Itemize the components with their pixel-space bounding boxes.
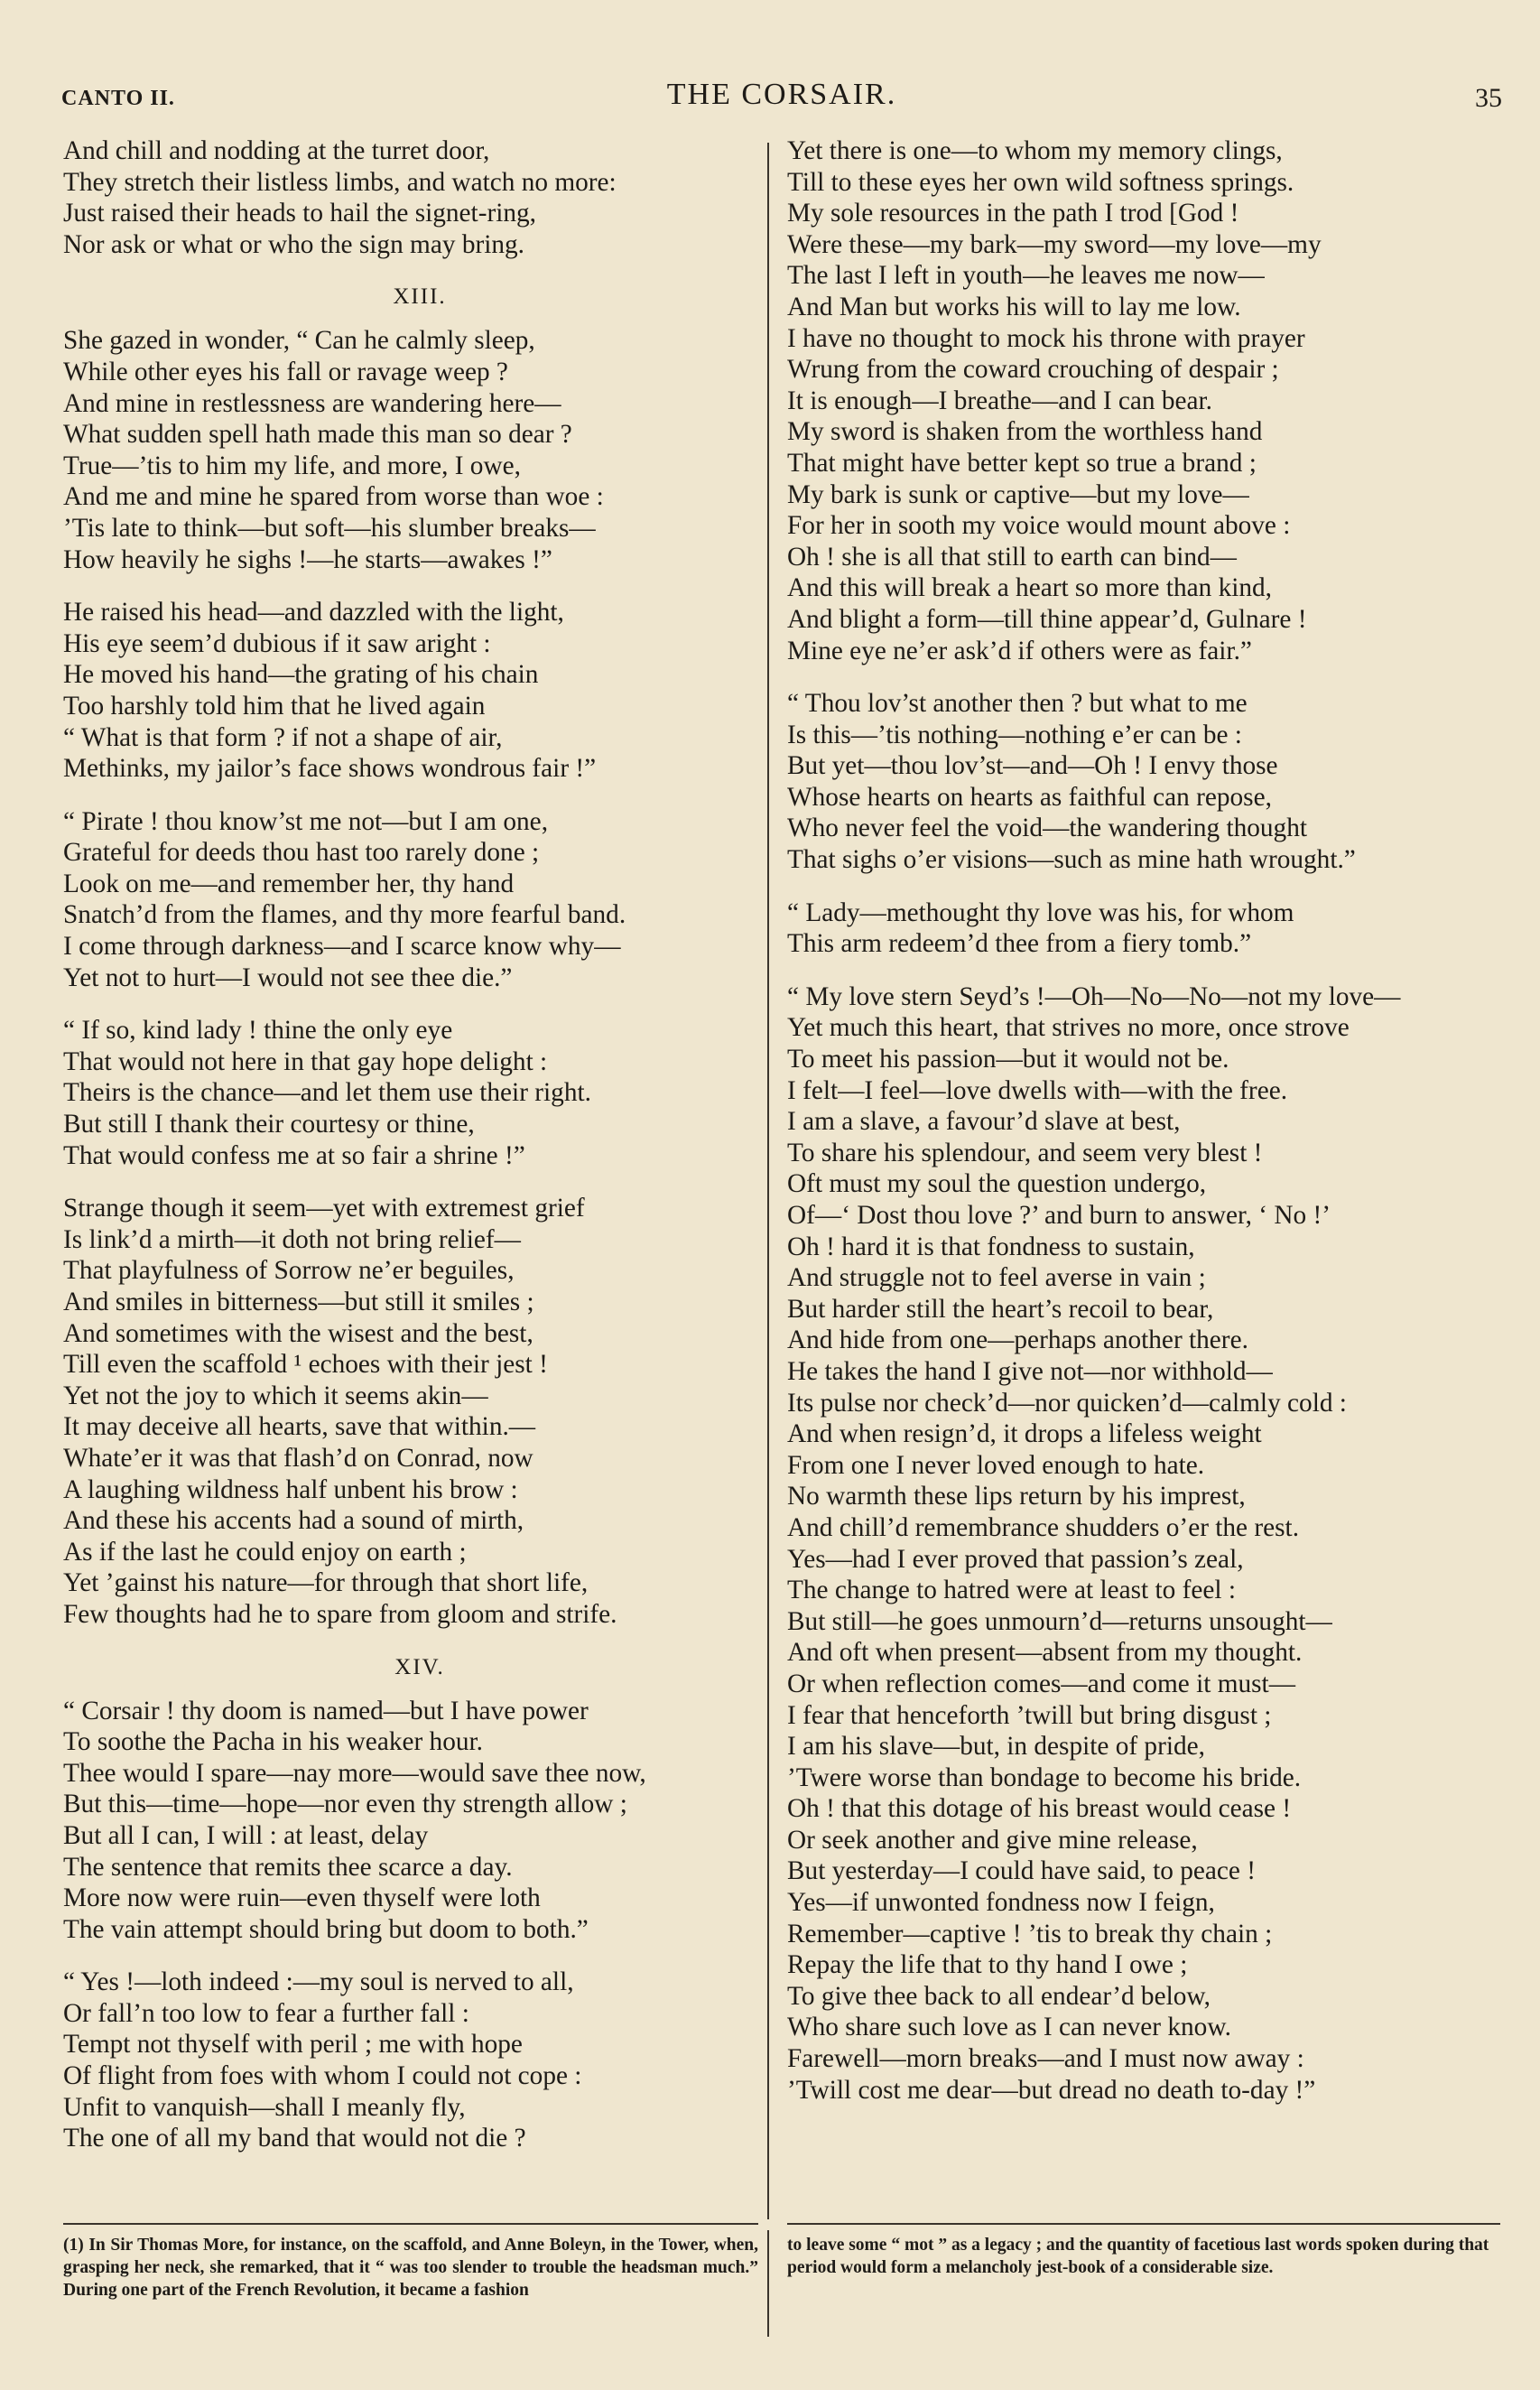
left-column [63, 135, 776, 2176]
verse-line: Or fall’n too low to fear a further fall : [63, 1998, 469, 2028]
verse-line: To give thee back to all endear’d below, [787, 1981, 1211, 2011]
verse-line: “ Corsair ! thy doom is named—but I have power [63, 1696, 589, 1725]
verse-line: And struggle not to feel averse in vain ; [787, 1263, 1206, 1293]
stanza [787, 981, 1509, 2106]
verse-line: But this—time—hope—nor even thy strength allow ; [63, 1790, 627, 1819]
verse-line: How heavily he sighs !—he starts—awakes !” [63, 544, 552, 574]
canto-label: CANTO II. [61, 87, 175, 110]
footnote-right: to leave some “ mot ” as a legacy ; and the quantity of facetious last words spoken during that period would form a melancholy jest-book of a considerable size. [787, 2236, 1489, 2277]
verse-line: ’Twill cost me dear—but dread no death to-day !” [787, 2075, 1316, 2105]
verse-line: The sentence that remits thee scarce a day. [63, 1852, 513, 1882]
verse-line: The one of all my band that would not die ? [63, 2124, 526, 2153]
verse-line: It is enough—I breathe—and I can bear. [787, 386, 1213, 415]
verse-line: No warmth these lips return by his imprest, [787, 1482, 1246, 1511]
verse-line: “ What is that form ? if not a shape of air, [63, 722, 503, 752]
verse-line: Oh ! that this dotage of his breast would cease ! [787, 1794, 1292, 1824]
verse-line: And when resign’d, it drops a lifeless weight [787, 1419, 1262, 1449]
verse-line: And smiles in bitterness—but still it smiles ; [63, 1288, 534, 1316]
verse-line: From one I never loved enough to hate. [787, 1450, 1205, 1480]
verse-line: Theirs is the chance—and let them use their right. [63, 1078, 591, 1108]
verse-line: I am a slave, a favour’d slave at best, [787, 1107, 1181, 1137]
verse-line: He raised his head—and dazzled with the light, [63, 598, 564, 628]
verse-line: Yes—if unwonted fondness now I feign, [787, 1888, 1215, 1918]
verse-line: Oh ! hard it is that fondness to sustain, [787, 1232, 1195, 1261]
verse-line: ’Twere worse than bondage to become his bride. [787, 1762, 1302, 1792]
verse-line: And this will break a heart so more than kind, [787, 573, 1272, 603]
verse-line: To share his splendour, and seem very blest ! [787, 1138, 1263, 1167]
verse-line: “ My love stern Seyd’s !—Oh—No—No—not my love— [787, 981, 1401, 1011]
verse-line: He moved his hand—the grating of his chain [63, 660, 539, 690]
verse-line: And sometimes with the wisest and the best, [63, 1318, 533, 1348]
verse-line: Look on me—and remember her, thy hand [63, 869, 515, 898]
verse-line: A laughing wildness half unbent his brow : [63, 1474, 518, 1504]
stanza [63, 1967, 776, 2154]
verse-line: Snatch’d from the flames, and thy more fearful band. [63, 900, 626, 930]
verse-line: They stretch their listless limbs, and watch no more: [63, 167, 617, 197]
column-divider [767, 143, 769, 2219]
verse-line: More now were ruin—even thyself were loth [63, 1883, 541, 1913]
verse-line: Strange though it seem—yet with extremest grief [63, 1194, 585, 1223]
verse-line: The change to hatred were at least to feel : [787, 1576, 1236, 1605]
verse-line: Unfit to vanquish—shall I meanly fly, [63, 2092, 466, 2122]
verse-line: While other eyes his fall or ravage weep ? [63, 357, 508, 386]
stanza [63, 1193, 776, 1630]
stanza [787, 688, 1509, 876]
verse-line: “ Thou lov’st another then ? but what to me [787, 689, 1248, 719]
verse-line: I come through darkness—and I scarce know why— [63, 932, 621, 962]
verse-line: Too harshly told him that he lived again [63, 691, 486, 721]
verse-line: Few thoughts had he to spare from gloom and strife. [63, 1599, 617, 1629]
verse-line: Yes—had I ever proved that passion’s zeal, [787, 1544, 1244, 1574]
verse-line: Or seek another and give mine release, [787, 1825, 1198, 1855]
stanza [63, 135, 776, 260]
verse-line: But all I can, I will : at least, delay [63, 1820, 429, 1850]
running-title: THE CORSAIR. [666, 78, 897, 111]
verse-line: Thee would I spare—nay more—would save thee now, [63, 1758, 646, 1788]
verse-line: To soothe the Pacha in his weaker hour. [63, 1727, 483, 1757]
verse-line: Of—‘ Dost thou love ?’ and burn to answer, ‘ No !’ [787, 1201, 1331, 1230]
verse-line: But yet—thou lov’st—and—Oh ! I envy those [787, 751, 1278, 781]
stanza [63, 325, 776, 575]
verse-line: She gazed in wonder, “ Can he calmly sleep, [63, 326, 535, 356]
verse-line: Mine eye ne’er ask’d if others were as fair.” [787, 636, 1252, 665]
section-number: XIII. [393, 284, 447, 310]
verse-line: Or when reflection comes—and come it must— [787, 1669, 1295, 1698]
verse-line: It may deceive all hearts, save that within.— [63, 1412, 536, 1442]
verse-line: And oft when present—absent from my thought. [787, 1638, 1303, 1668]
verse-line: “ Lady—methought thy love was his, for whom [787, 897, 1294, 927]
verse-line: And blight a form—till thine appear’d, Gulnare ! [787, 604, 1307, 634]
verse-line: Grateful for deeds thou hast too rarely done ; [63, 838, 540, 868]
verse-line: That might have better kept so true a brand ; [787, 448, 1257, 478]
verse-line: Tempt not thyself with peril ; me with hope [63, 2030, 523, 2060]
verse-line: For her in sooth my voice would mount above : [787, 511, 1291, 541]
verse-line: He takes the hand I give not—nor withhold— [787, 1356, 1273, 1386]
verse-line: And me and mine he spared from worse than woe : [63, 482, 604, 512]
verse-line: Whate’er it was that flash’d on Conrad, now [63, 1443, 533, 1473]
verse-line: The vain attempt should bring but doom to both.” [63, 1914, 589, 1944]
footnote-left: (1) In Sir Thomas More, for instance, on the scaffold, and Anne Boleyn, in the Tower, when, grasping her neck, she remarked, that it “ was too slender to trouble the headsman much.” During one part of the French Revolution, it became a fashion [63, 2236, 758, 2300]
verse-line: I am his slave—but, in despite of pride, [787, 1732, 1205, 1762]
verse-line: This arm redeem’d thee from a fiery tomb.” [787, 929, 1252, 959]
stanza [787, 135, 1509, 666]
verse-line: Of flight from foes with whom I could not cope : [63, 2061, 582, 2091]
verse-line: And mine in restlessness are wandering here— [63, 388, 561, 418]
verse-line: Who never feel the void—the wandering thought [787, 814, 1307, 843]
verse-line: True—’tis to him my life, and more, I owe, [63, 451, 521, 480]
verse-line: Whose hearts on hearts as faithful can repose, [787, 782, 1272, 812]
verse-line: Yet not the joy to which it seems akin— [63, 1381, 488, 1410]
verse-line: Its pulse nor check’d—nor quicken’d—calmly cold : [787, 1388, 1347, 1418]
verse-line: Repay the life that to thy hand I owe ; [787, 1950, 1188, 1980]
right-column [787, 135, 1509, 2127]
verse-line: His eye seem’d dubious if it saw aright : [63, 628, 491, 658]
verse-line: I have no thought to mock his throne with prayer [787, 323, 1305, 353]
verse-line: That playfulness of Sorrow ne’er beguiles, [63, 1256, 515, 1286]
verse-line: “ Pirate ! thou know’st me not—but I am one, [63, 806, 549, 836]
verse-line: As if the last he could enjoy on earth ; [63, 1537, 467, 1567]
verse-line: Farewell—morn breaks—and I must now away : [787, 2044, 1304, 2074]
verse-line: But still—he goes unmourn’d—returns unsought— [787, 1606, 1332, 1636]
verse-line: Remember—captive ! ’tis to break thy chain ; [787, 1919, 1273, 1948]
verse-line: What sudden spell hath made this man so dear ? [63, 420, 572, 450]
verse-line: My sword is shaken from the worthless hand [787, 417, 1263, 447]
verse-line: “ Yes !—loth indeed :—my soul is nerved to all, [63, 1967, 574, 1997]
verse-line: But yesterday—I could have said, to peace ! [787, 1856, 1257, 1886]
verse-line: Who share such love as I can never know. [787, 2013, 1231, 2042]
verse-line: But harder still the heart’s recoil to bear, [787, 1294, 1214, 1324]
verse-line: Yet much this heart, that strives no more, once strove [787, 1013, 1350, 1043]
verse-line: The last I left in youth—he leaves me now— [787, 261, 1265, 291]
verse-line: And Man but works his will to lay me low. [787, 292, 1241, 321]
verse-line: And chill’d remembrance shudders o’er the rest. [787, 1512, 1300, 1542]
verse-line: My bark is sunk or captive—but my love— [787, 479, 1249, 509]
verse-line: And these his accents had a sound of mirth, [63, 1506, 524, 1536]
verse-line: And chill and nodding at the turret door, [63, 136, 490, 165]
verse-line: I fear that henceforth ’twill but bring disgust ; [787, 1700, 1272, 1730]
verse-line: Is link’d a mirth—it doth not bring relief— [63, 1224, 521, 1254]
verse-line: I felt—I feel—love dwells with—with the free. [787, 1075, 1288, 1105]
verse-line: Till even the scaffold ¹ echoes with their jest ! [63, 1350, 548, 1380]
verse-line: Just raised their heads to hail the signet-ring, [63, 199, 536, 228]
page-number: 35 [1475, 83, 1502, 113]
verse-line: That sighs o’er visions—such as mine hath wrought.” [787, 845, 1356, 875]
footnote-rule-right [787, 2223, 1500, 2225]
verse-line: ’Tis late to think—but soft—his slumber breaks— [63, 513, 596, 543]
page-header [61, 78, 1502, 123]
verse-line: That would confess me at so fair a shrine !” [63, 1140, 525, 1170]
verse-line: But still I thank their courtesy or thine, [63, 1110, 475, 1139]
stanza [63, 597, 776, 785]
stanza [63, 1015, 776, 1171]
stanza [787, 897, 1509, 960]
verse-line: Were these—my bark—my sword—my love—my [787, 229, 1322, 259]
verse-line: My sole resources in the path I trod [God ! [787, 199, 1239, 228]
stanza [63, 1696, 776, 1946]
verse-line: Till to these eyes her own wild softness springs. [787, 167, 1294, 197]
verse-line: Oft must my soul the question undergo, [787, 1169, 1207, 1199]
verse-line: Is this—’tis nothing—nothing e’er can be : [787, 720, 1242, 749]
verse-line: “ If so, kind lady ! thine the only eye [63, 1016, 453, 1046]
verse-line: Yet not to hurt—I would not see thee die.” [63, 963, 513, 992]
verse-line: Yet ’gainst his nature—for through that short life, [63, 1568, 589, 1598]
footnote-divider [767, 2230, 769, 2337]
verse-line: And hide from one—perhaps another there. [787, 1325, 1248, 1355]
verse-line: Wrung from the coward crouching of despair ; [787, 355, 1279, 385]
stanza [63, 806, 776, 994]
verse-line: Yet there is one—to whom my memory clings, [787, 136, 1283, 165]
section-number: XIV. [394, 1654, 445, 1679]
verse-line: That would not here in that gay hope delight : [63, 1046, 548, 1076]
verse-line: Methinks, my jailor’s face shows wondrous fair !” [63, 754, 597, 784]
footnote-rule-left [63, 2223, 758, 2225]
verse-line: Nor ask or what or who the sign may bring. [63, 229, 524, 259]
verse-line: To meet his passion—but it would not be. [787, 1045, 1229, 1074]
verse-line: Oh ! she is all that still to earth can bind— [787, 542, 1237, 572]
